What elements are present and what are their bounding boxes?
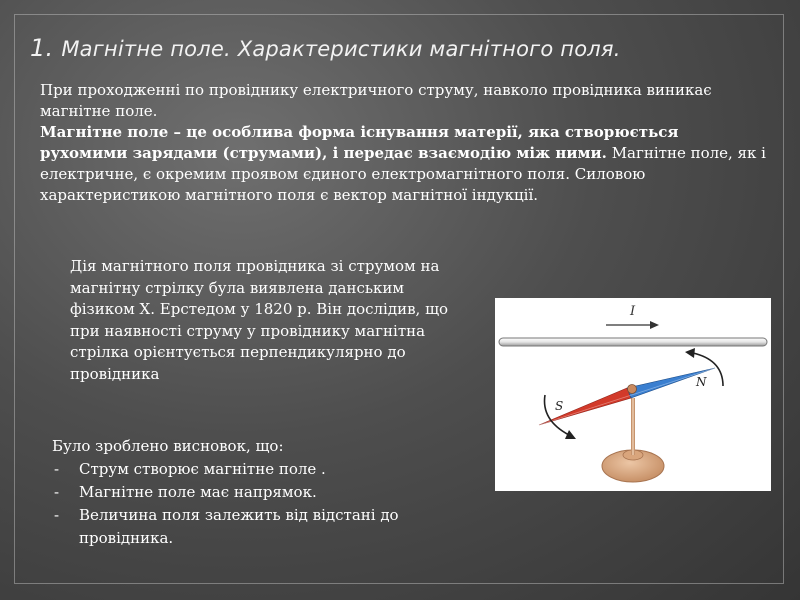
intro-paragraph [40, 80, 768, 206]
intro-part1: При проходженні по провіднику електричного струму, навколо провідника виникає магнітне поле. [40, 81, 712, 120]
current-label: I [630, 304, 636, 319]
needle-south-pole [539, 388, 631, 425]
title-text: Магнітне поле. Характеристики магнітного поля. [61, 37, 621, 61]
compass-needle-diagram [495, 298, 771, 491]
conclusion-block [52, 435, 472, 550]
oersted-experiment-figure [495, 298, 771, 491]
south-label: S [555, 399, 564, 413]
conclusion-heading: Було зроблено висновок, що: [52, 437, 284, 455]
current-arrow-icon [606, 321, 659, 329]
needle-pivot [628, 385, 637, 394]
conclusion-list [52, 458, 472, 550]
magnetic-needle [539, 368, 715, 425]
conductor-wire [499, 338, 767, 346]
intro-part2: Магнітне поле, як і електричне, є окремим проявом єдиного електромагнітного поля. Силовою характеристикою магнітного поля є вектор магнітної індукції. [40, 144, 766, 204]
conclusion-item: - Магнітне поле має напрямок. [52, 481, 472, 504]
title-number: 1. [30, 34, 54, 62]
stand-post [631, 398, 635, 455]
conclusion-item: - Величина поля залежить від відстані до провідника. [52, 504, 472, 550]
conclusion-item: - Струм створює магнітне поле . [52, 458, 472, 481]
magnetic-field-definition: Магнітне поле – це особлива форма існування матерії, яка створюється рухомими зарядами (струмами), і передає взаємодію між ними. [40, 123, 679, 162]
oersted-paragraph: Дія магнітного поля провідника зі струмом на магнітну стрілку була виявлена данським фізиком Х. Ерстедом у 1820 р. Він дослідив, що при наявності струму у провіднику магнітна стрілка орієнтується перпендикулярно до провідника [70, 257, 449, 383]
slide-title [30, 34, 750, 62]
needle-ridge [539, 368, 715, 425]
north-label: N [696, 375, 707, 389]
